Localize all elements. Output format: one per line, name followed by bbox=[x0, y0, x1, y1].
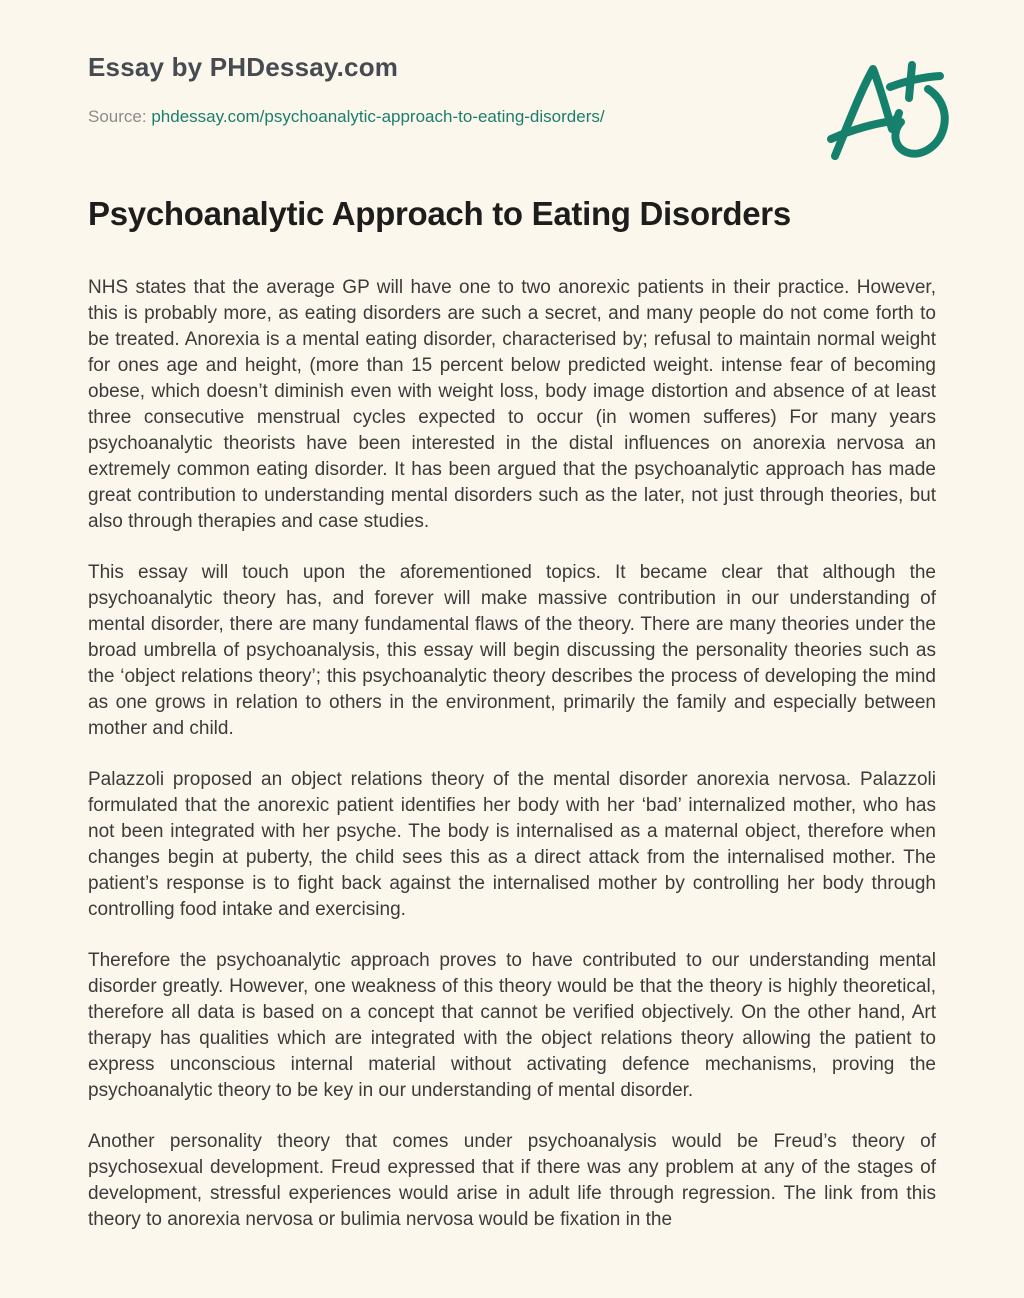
a-plus-logo-icon bbox=[826, 56, 960, 170]
source-link[interactable]: phdessay.com/psychoanalytic-approach-to-eating-disorders/ bbox=[151, 107, 605, 126]
essay-title: Psychoanalytic Approach to Eating Disorders bbox=[88, 195, 791, 232]
byline: Essay by PHDessay.com bbox=[88, 52, 399, 82]
essay-paragraph: This essay will touch upon the aforementioned topics. It became clear that although the psychoanalytic theory has, and forever will make massive contribution in our understanding of mental disorder, there are many fundamental flaws of the theory. There are many theories under the broad umbrella of psychoanalysis, this essay will begin discussing the personality theories such as the ‘object relations theory’; this psychoanalytic theory describes the process of developing the mind as one grows in relation to others in the environment, primarily the family and especially between mother and child. bbox=[88, 562, 936, 739]
source-row bbox=[88, 107, 936, 127]
essay-paragraph: Another personality theory that comes under psychoanalysis would be Freud’s theory of psychosexual development. Freud expressed that if there was any problem at any of the stages of development, stressful experiences would arise in adult life through regression. The link from this theory to anorexia nervosa or bulimia nervosa would be fixation in the bbox=[88, 1131, 936, 1230]
essay-paragraph: NHS states that the average GP will have one to two anorexic patients in their practice. However, this is probably more, as eating disorders are such a secret, and many people do not come forth to be treated. Anorexia is a mental eating disorder, characterised by; refusal to maintain normal weight for ones age and height, (more than 15 percent below predicted weight. intense fear of becoming obese, which doesn’t diminish even with weight loss, body image distortion and absence of at least three consecutive menstrual cycles expected to occur (in women sufferes) For many years psychoanalytic theorists have been interested in the distal influences on anorexia nervosa an extremely common eating disorder. It has been argued that the psychoanalytic approach has made great contribution to understanding mental disorders such as the later, not just through theories, but also through therapies and case studies. bbox=[88, 277, 936, 532]
essay-paragraph: Therefore the psychoanalytic approach proves to have contributed to our understanding mental disorder greatly. However, one weakness of this theory would be that the theory is highly theoretical, therefore all data is based on a concept that cannot be verified objectively. On the other hand, Art therapy has qualities which are integrated with the object relations theory allowing the patient to express unconscious internal material without activating defence mechanisms, proving the psychoanalytic theory to be key in our understanding of mental disorder. bbox=[88, 950, 936, 1101]
essay-paragraph: Palazzoli proposed an object relations theory of the mental disorder anorexia nervosa. Palazzoli formulated that the anorexic patient identifies her body with her ‘bad’ internalized mother, who has not been integrated with her psyche. The body is internalised as a maternal object, therefore when changes begin at puberty, the child sees this as a direct attack from the internalised mother. The patient’s response is to fight back against the internalised mother by controlling her body through controlling food intake and exercising. bbox=[88, 769, 936, 920]
essay-body bbox=[88, 275, 936, 1233]
page-header bbox=[88, 52, 936, 127]
source-label: Source: bbox=[88, 107, 147, 126]
